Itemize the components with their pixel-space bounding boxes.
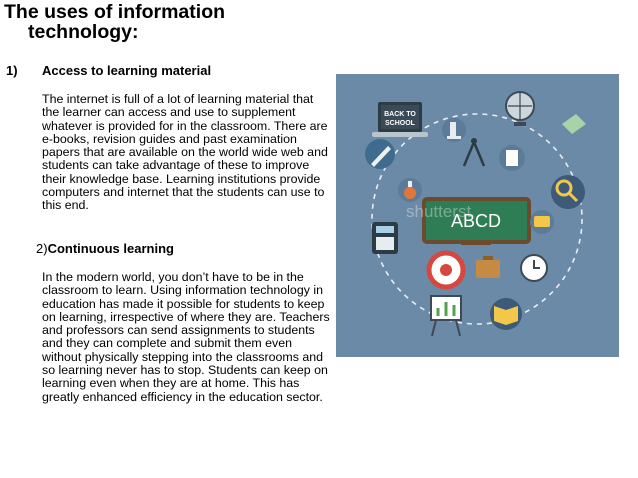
slide-title [4,2,225,42]
calculator-icon [372,222,398,254]
section-2-body: In the modern world, you don’t have to be in the classroom to learn. Using information technology in education has made it possible for students to keep on learning, irrespective of where they are. Teachers and professors can send assignments to students and they can complete and submit them even without physically stepping into the classrooms and so learning never has to stop. Students can keep on learning even when they are at home. This has greatly enhanced efficiency in the education sector. [42,270,330,404]
book-icon [490,298,522,330]
section-1-heading: Access to learning material [42,63,212,78]
section-2-heading: Continuous learning [47,241,174,256]
clock-icon [521,255,547,281]
target-icon [429,253,463,287]
magnifier-icon [551,175,585,209]
laptop-text-line-1: BACK TO [384,111,416,118]
section-2-heading-line [36,241,174,256]
clipboard-icon [499,145,525,171]
section-2-number: 2) [36,241,48,256]
section-1-number: 1) [6,63,18,78]
laptop-icon [372,102,428,137]
pencil-icon [365,139,395,169]
section-1-body: The internet is full of a lot of learning material that the learner can access and use to supplement whatever is provided for in the classroom. There are e-books, revision guides and past examination papers that are available on the world wide web and students can take advantage of these to improve their knowledge base. Learning institutions provide computers and internet that the students can use to this end. [42,92,328,213]
microscope-icon [442,118,466,142]
watermark-text: shutterst [406,202,472,221]
school-bus-icon [530,210,554,234]
board-text: ABCD [450,211,502,231]
title-line-1: The uses of information [4,1,226,23]
education-technology-illustration [336,74,619,357]
title-line-2: technology: [28,21,139,43]
laptop-text-line-2: SCHOOL [385,120,415,127]
potion-icon [398,178,422,202]
